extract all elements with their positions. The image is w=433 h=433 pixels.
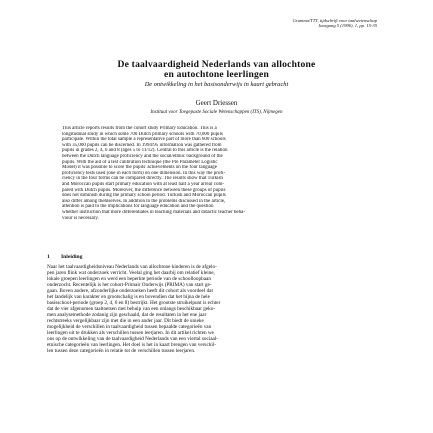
abstract-line: and Moroccan pupils start primary education with at least half a year arrear com- xyxy=(62,181,225,187)
body-line: gaan. Boven andere, afzonderlijke onderzoeken heeft dit cohort als voordeel dat xyxy=(47,288,213,294)
abstract-line: Model) it was possible to score the pupils' achievements on the four language xyxy=(62,165,218,171)
abstract-line: whether instruction that more differentiates in teaching materials and didactic teacher beha- xyxy=(62,209,246,215)
section-title: Inleiding xyxy=(61,254,83,260)
abstract-line: pupils in grades 2, 4, 6 and 8 (ages 5 to 11/12). Central to this article is the relation xyxy=(62,148,228,154)
abstract-line: between the Dutch language proficiency and the social/ethnic background of the xyxy=(62,153,223,159)
body-line: dat de vier afgenomen taaltoetsen met behulp van een onlangs beschikbaar geko- xyxy=(47,306,216,312)
body-line: Naar het taalvaardigheidsniveau Nederlands van allochtone kinderen is de afgelo- xyxy=(47,264,217,270)
section-number: 1 xyxy=(47,254,50,260)
body-line: men analysemethode zodanig zijn geschaald, dat de resultaten in het ene jaar xyxy=(47,312,207,318)
author-name: Geert Driessen xyxy=(195,99,238,107)
abstract-line: does not diminish during the primary school period. Turkish and Moroccan pupils xyxy=(62,193,226,199)
body-line: rechtstreeks vergelijkbaar zijn met die in een ander jaar. Dit biedt de unieke xyxy=(47,318,204,324)
article-title-line: en autochtone leerlingen xyxy=(164,69,269,80)
article-title-line: De taalvaardigheid Nederlands van allochtone xyxy=(117,59,316,70)
abstract xyxy=(62,126,364,221)
body-line: ons op de ontwikkeling van de taalvaardigheid Nederlands van een viertal sociaal- xyxy=(47,336,218,342)
body-line: len tussen deze categorieën in relatie tot de verschillen tussen leerjaren. xyxy=(47,348,196,354)
journal-header-line: Gramma/TTT, tijdschrift voor taalwetenschap xyxy=(292,18,377,23)
abstract-line: ciency in the four forms can be compared directly. The results show that Turkish xyxy=(62,176,223,182)
body-line: onderzocht. Recentelijk is het cohort-Primair Onderwijs (PRIMA) van start ge- xyxy=(47,282,212,288)
abstract-line: longitudinal study in which some 700 Dutch primary schools with 70,000 pupils xyxy=(62,131,223,137)
abstract-line: pared with Dutch pupils. Moreover, the difference between these groups of pupils xyxy=(62,187,226,193)
body-text xyxy=(47,264,387,354)
abstract-line: attention is paid to the implications for language education and the question xyxy=(62,204,214,210)
article-title xyxy=(40,60,393,80)
abstract-line: with 35,000 pupils can be discerned. In 1994/95 information was gathered from xyxy=(62,142,222,148)
body-line: pen jaren flink wat onderzoek verricht. Veelal ging het daarbij om relatief kleine, xyxy=(47,270,215,276)
body-line: mogelijkheid de verschillen in taalvaardigheid tussen bepaalde categorieën van xyxy=(47,324,212,330)
body-line: leerlingen uit te drukken als verschillen tussen leerjaren. In dit artikel richten we xyxy=(47,330,214,336)
abstract-line: proficiency tests used (one in each form) on one dimension. In this way the profi- xyxy=(62,170,226,176)
abstract-line: pupils. With the aid of a test calibration technique (the Pre Parameter Logistic xyxy=(62,159,218,165)
article-subtitle: De ontwikkeling in het basisonderwijs in kaart gebracht xyxy=(144,81,289,88)
abstract-line: also differ among themselves. In addition to the problems discussed in the article, xyxy=(62,198,226,204)
section-heading xyxy=(47,254,82,260)
journal-header xyxy=(237,18,377,29)
journal-header-line: Jaargang 5 (1996), 1, pp. 15-35 xyxy=(318,23,377,29)
body-line: basisschool-periode (groep 2, 4, 6 en 8) bestrijkt. Het grootste struikelpunt is echter xyxy=(47,300,221,306)
abstract-line: This article reports results from the cohort study Primary Education. This is a xyxy=(62,126,217,131)
body-line: lokale groepen leerlingen en werd een beperkte periode van de schoolloopbaan xyxy=(47,276,211,282)
author-affiliation: Instituut voor Toegepaste Sociale Wetenschappen (ITS), Nijmegen xyxy=(150,110,283,115)
body-line: het landelijk van karakter en grootschalig is en bovendien dat het bijna de hele xyxy=(47,294,210,300)
body-line: etnische categorieën van leerlingen. Het doel is het in kaart brengen van verschil- xyxy=(47,342,216,348)
abstract-line: participate. Within the total sample a representative part of more than 600 schools xyxy=(62,137,226,143)
abstract-line: viour is necessary. xyxy=(62,215,99,221)
